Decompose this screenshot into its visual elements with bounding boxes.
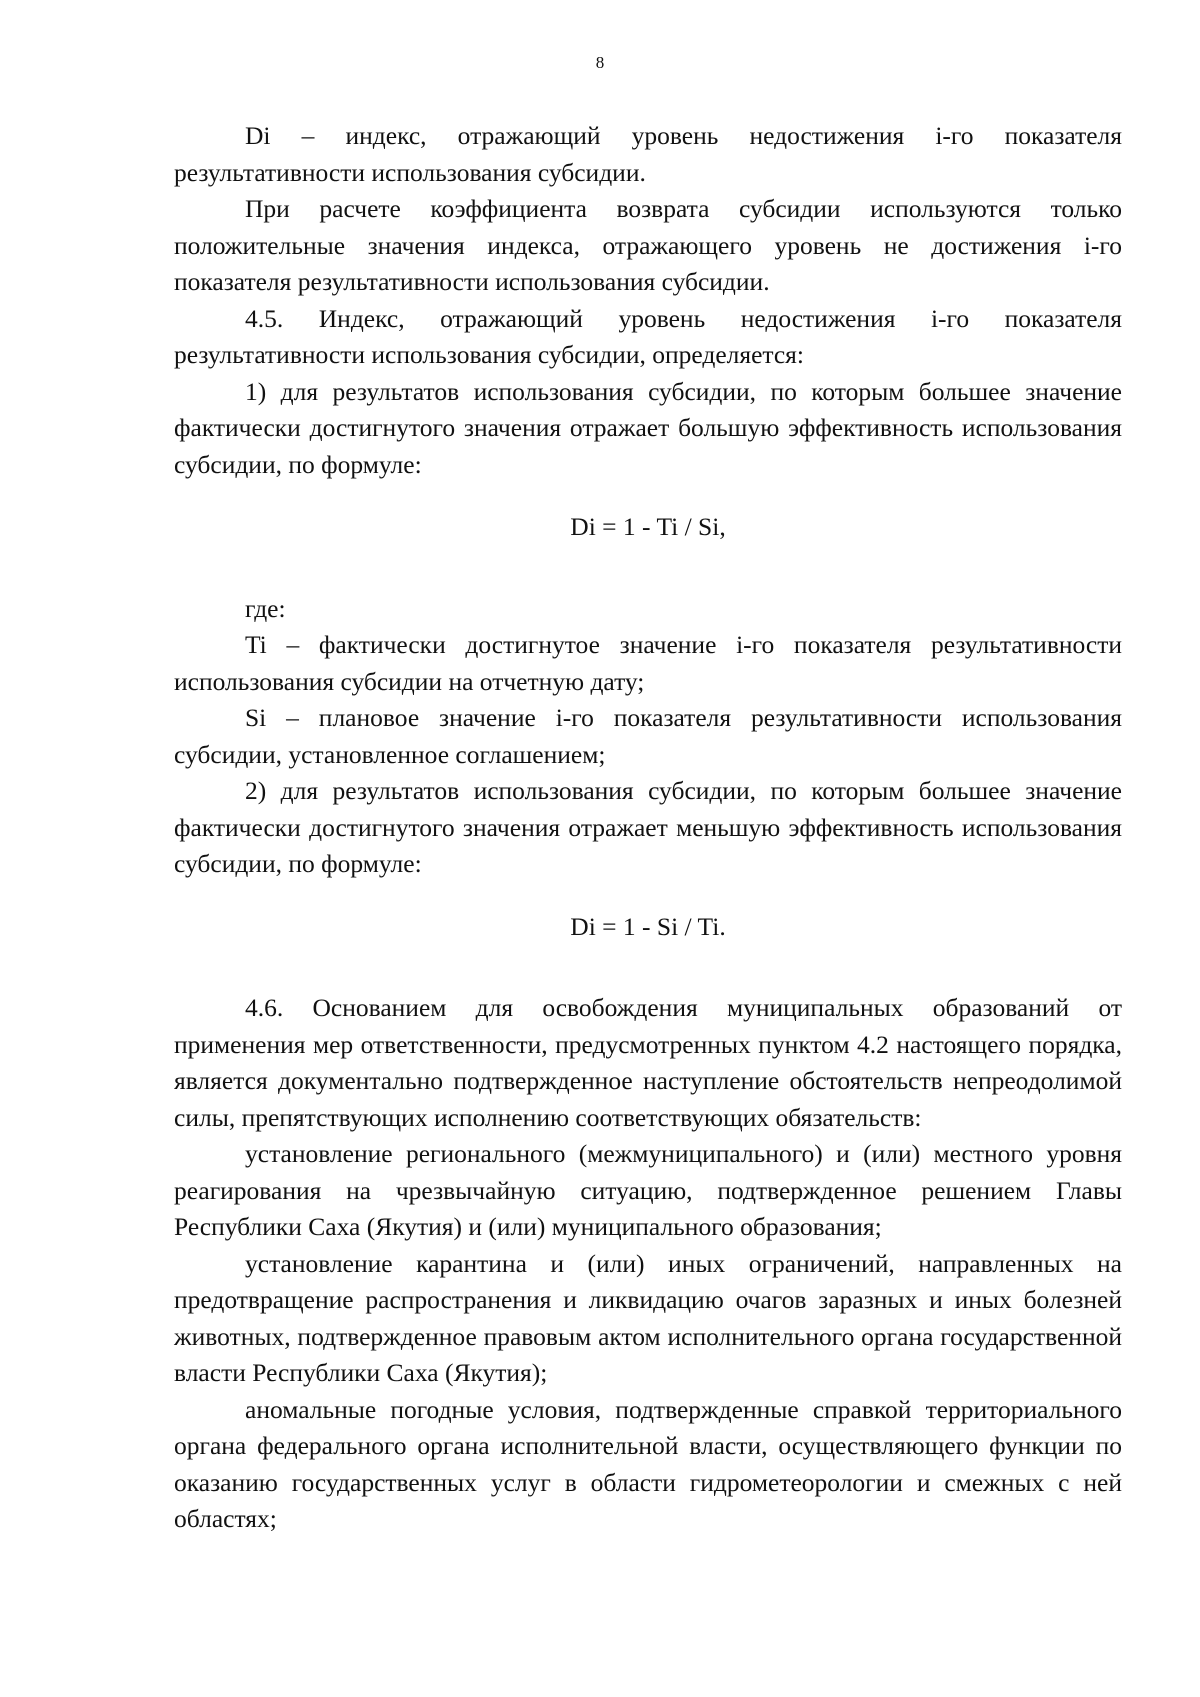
paragraph-positive-values: При расчете коэффициента возврата субсидии используются только положительные значения индекса, отражающего уровень не достижения i-го показателя результативности использования субсидии. (174, 194, 1122, 296)
paragraph-quarantine: установление карантина и (или) иных ограничений, направленных на предотвращение распространения и ликвидацию очагов заразных и иных болезней животных, подтвержденное правовым актом исполнительного органа государственной власти Республики Саха (Якутия); (174, 1248, 1122, 1387)
paragraph-weather: аномальные погодные условия, подтвержденные справкой территориального органа федерального органа исполнительной власти, осуществляющего функции по оказанию государственных услуг в области гидрометеорологии и смежных с ней областях; (174, 1394, 1122, 1533)
document-body (174, 118, 1122, 1538)
paragraph-4-5: 4.5. Индекс, отражающий уровень недостижения i-го показателя результативности использования субсидии, определяется: (174, 303, 1122, 369)
formula-1: Di = 1 - Ti / Si, (570, 512, 726, 541)
paragraph-item-2: 2) для результатов использования субсидии, по которым большее значение фактически достигнутого значения отражает меньшую эффективность использования субсидии, по формуле: (174, 776, 1122, 878)
paragraph-4-6: 4.6. Основанием для освобождения муниципальных образований от применения мер ответственности, предусмотренных пунктом 4.2 настоящего порядка, является документально подтвержденное наступление обстоятельств непреодолимой силы, препятствующих исполнению соответствующих обязательств: (174, 993, 1122, 1132)
paragraph-where: где: (245, 593, 286, 623)
paragraph-ti-definition: Ti – фактически достигнутое значение i-го показателя результативности использования субсидии на отчетную дату; (174, 630, 1122, 696)
formula-2: Di = 1 - Si / Ti. (570, 911, 726, 941)
page-number: 8 (595, 53, 605, 72)
paragraph-item-1: 1) для результатов использования субсидии, по которым большее значение фактически достигнутого значения отражает большую эффективность использования субсидии, по формуле: (174, 376, 1122, 479)
paragraph-di-definition: Di – индекс, отражающий уровень недостижения i-го показателя результативности использования субсидии. (174, 121, 1122, 187)
paragraph-emergency: установление регионального (межмуниципального) и (или) местного уровня реагирования на чрезвычайную ситуацию, подтвержденное решением Главы Республики Саха (Якутия) и (или) муниципального образования; (174, 1139, 1122, 1241)
paragraph-si-definition: Si – плановое значение i-го показателя результативности использования субсидии, установленное соглашением; (174, 703, 1122, 769)
